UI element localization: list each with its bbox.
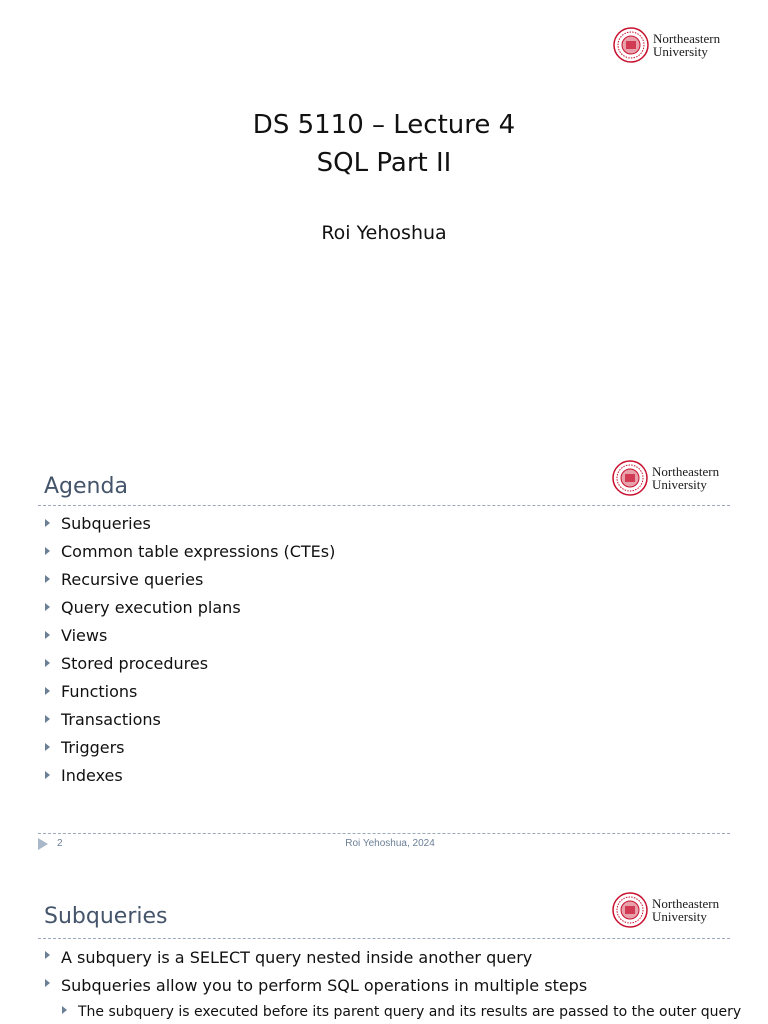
title-line-1: DS 5110 – Lecture 4 <box>252 110 516 140</box>
bullet-triangle-icon <box>45 659 50 667</box>
bullet-triangle-icon <box>45 687 50 695</box>
slide-title <box>0 106 768 182</box>
list-sub-item: The subquery is executed before its parent query and its results are passed to the outer query <box>44 1000 741 1024</box>
agenda-slide <box>0 440 768 860</box>
list-item: Subqueries allow you to perform SQL operations in multiple steps <box>44 972 741 1000</box>
bullet-triangle-icon <box>45 771 50 779</box>
bullet-triangle-icon <box>62 1006 67 1014</box>
list-item: Triggers <box>44 736 335 764</box>
logo-line-2: University <box>653 44 708 59</box>
footer-text: Roi Yehoshua, 2024 <box>345 838 435 849</box>
list-item: Transactions <box>44 708 335 736</box>
university-seal-icon <box>612 892 648 928</box>
bullet-triangle-icon <box>45 979 50 987</box>
bullet-triangle-icon <box>45 951 50 959</box>
page-number: 2 <box>57 838 63 849</box>
agenda-list <box>44 512 335 792</box>
list-item: Recursive queries <box>44 568 335 596</box>
subqueries-slide <box>0 880 768 1024</box>
university-logo <box>612 892 719 928</box>
university-seal-icon <box>613 27 649 63</box>
list-item: Functions <box>44 680 335 708</box>
logo-line-2: University <box>652 909 707 924</box>
heading-divider <box>38 505 730 506</box>
list-item: Views <box>44 624 335 652</box>
logo-line-2: University <box>652 477 707 492</box>
footer-divider <box>38 833 730 834</box>
list-item: Query execution plans <box>44 596 335 624</box>
university-logo <box>612 460 719 496</box>
slide-heading: Subqueries <box>44 904 168 929</box>
list-item: Common table expressions (CTEs) <box>44 540 335 568</box>
heading-divider <box>38 938 730 939</box>
university-logo <box>613 27 720 63</box>
bullet-triangle-icon <box>45 715 50 723</box>
title-line-2: SQL Part II <box>316 148 452 178</box>
title-slide <box>0 0 768 440</box>
author-name: Roi Yehoshua <box>321 222 447 244</box>
list-item: Indexes <box>44 764 335 792</box>
list-item: A subquery is a SELECT query nested inside another query <box>44 944 741 972</box>
list-item: Subqueries <box>44 512 335 540</box>
logo-line-1: Northeastern <box>653 31 721 46</box>
bullet-triangle-icon <box>45 575 50 583</box>
logo-line-1: Northeastern <box>652 896 720 911</box>
bullet-triangle-icon <box>45 631 50 639</box>
bullet-triangle-icon <box>45 519 50 527</box>
bullet-triangle-icon <box>45 603 50 611</box>
logo-line-1: Northeastern <box>652 464 720 479</box>
university-seal-icon <box>612 460 648 496</box>
bullet-triangle-icon <box>45 547 50 555</box>
bullet-triangle-icon <box>45 743 50 751</box>
slide-heading: Agenda <box>44 474 128 499</box>
list-item: Stored procedures <box>44 652 335 680</box>
subqueries-list <box>44 944 741 1024</box>
